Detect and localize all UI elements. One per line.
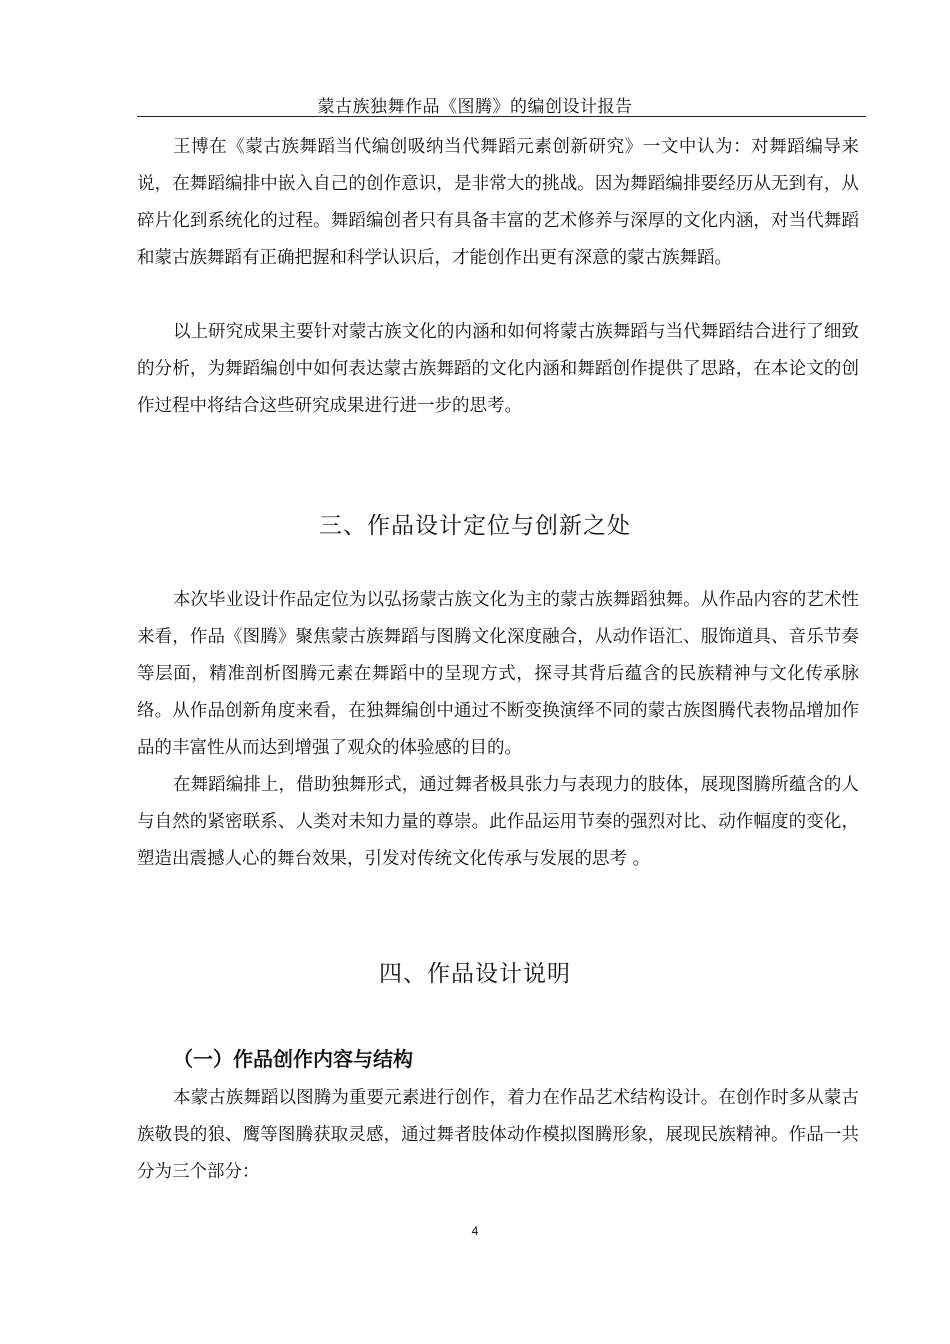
body-paragraph: 在舞蹈编排上，借助独舞形式，通过舞者极具张力与表现力的肢体，展现图腾所蕴含的人与自然的紧密联系、人类对未知力量的尊崇。此作品运用节奏的强烈对比、动作幅度的变化，塑造出震撼人心的舞台效果，引发对传统文化传承与发展的思考 。 <box>137 775 859 869</box>
body-paragraph: 王博在《蒙古族舞蹈当代编创吸纳当代舞蹈元素创新研究》一文中认为：对舞蹈编导来说，在舞蹈编排中嵌入自己的创作意识，是非常大的挑战。因为舞蹈编排要经历从无到有，从碎片化到系统化的过程。舞蹈编创者只有具备丰富的艺术修养与深厚的文化内涵，对当代舞蹈和蒙古族舞蹈有正确把握和科学认识后，才能创作出更有深意的蒙古族舞蹈。 <box>137 137 859 268</box>
section-heading: 四、作品设计说明 <box>379 961 571 987</box>
header-rule <box>137 116 866 117</box>
body-paragraph: 本蒙古族舞蹈以图腾为重要元素进行创作，着力在作品艺术结构设计。在创作时多从蒙古族敬畏的狼、鹰等图腾获取灵感，通过舞者肢体动作模拟图腾形象，展现民族精神。作品一共分为三个部分： <box>137 1088 859 1182</box>
page-header-title: 蒙古族独舞作品《图腾》的编创设计报告 <box>317 97 633 117</box>
section-heading: 三、作品设计定位与创新之处 <box>319 513 631 539</box>
page-number: 4 <box>471 1224 479 1238</box>
subsection-heading: （一）作品创作内容与结构 <box>173 1047 413 1071</box>
body-paragraph: 本次毕业设计作品定位为以弘扬蒙古族文化为主的蒙古族舞蹈独舞。从作品内容的艺术性来看，作品《图腾》聚焦蒙古族舞蹈与图腾文化深度融合，从动作语汇、服饰道具、音乐节奏等层面，精准剖析图腾元素在舞蹈中的呈现方式，探寻其背后蕴含的民族精神与文化传承脉络。从作品创新角度来看，在独舞编创中通过不断变换演绎不同的蒙古族图腾代表物品增加作品的丰富性从而达到增强了观众的体验感的目的。 <box>137 590 859 758</box>
body-paragraph: 以上研究成果主要针对蒙古族文化的内涵和如何将蒙古族舞蹈与当代舞蹈结合进行了细致的分析，为舞蹈编创中如何表达蒙古族舞蹈的文化内涵和舞蹈创作提供了思路，在本论文的创作过程中将结合这些研究成果进行进一步的思考。 <box>137 322 859 416</box>
